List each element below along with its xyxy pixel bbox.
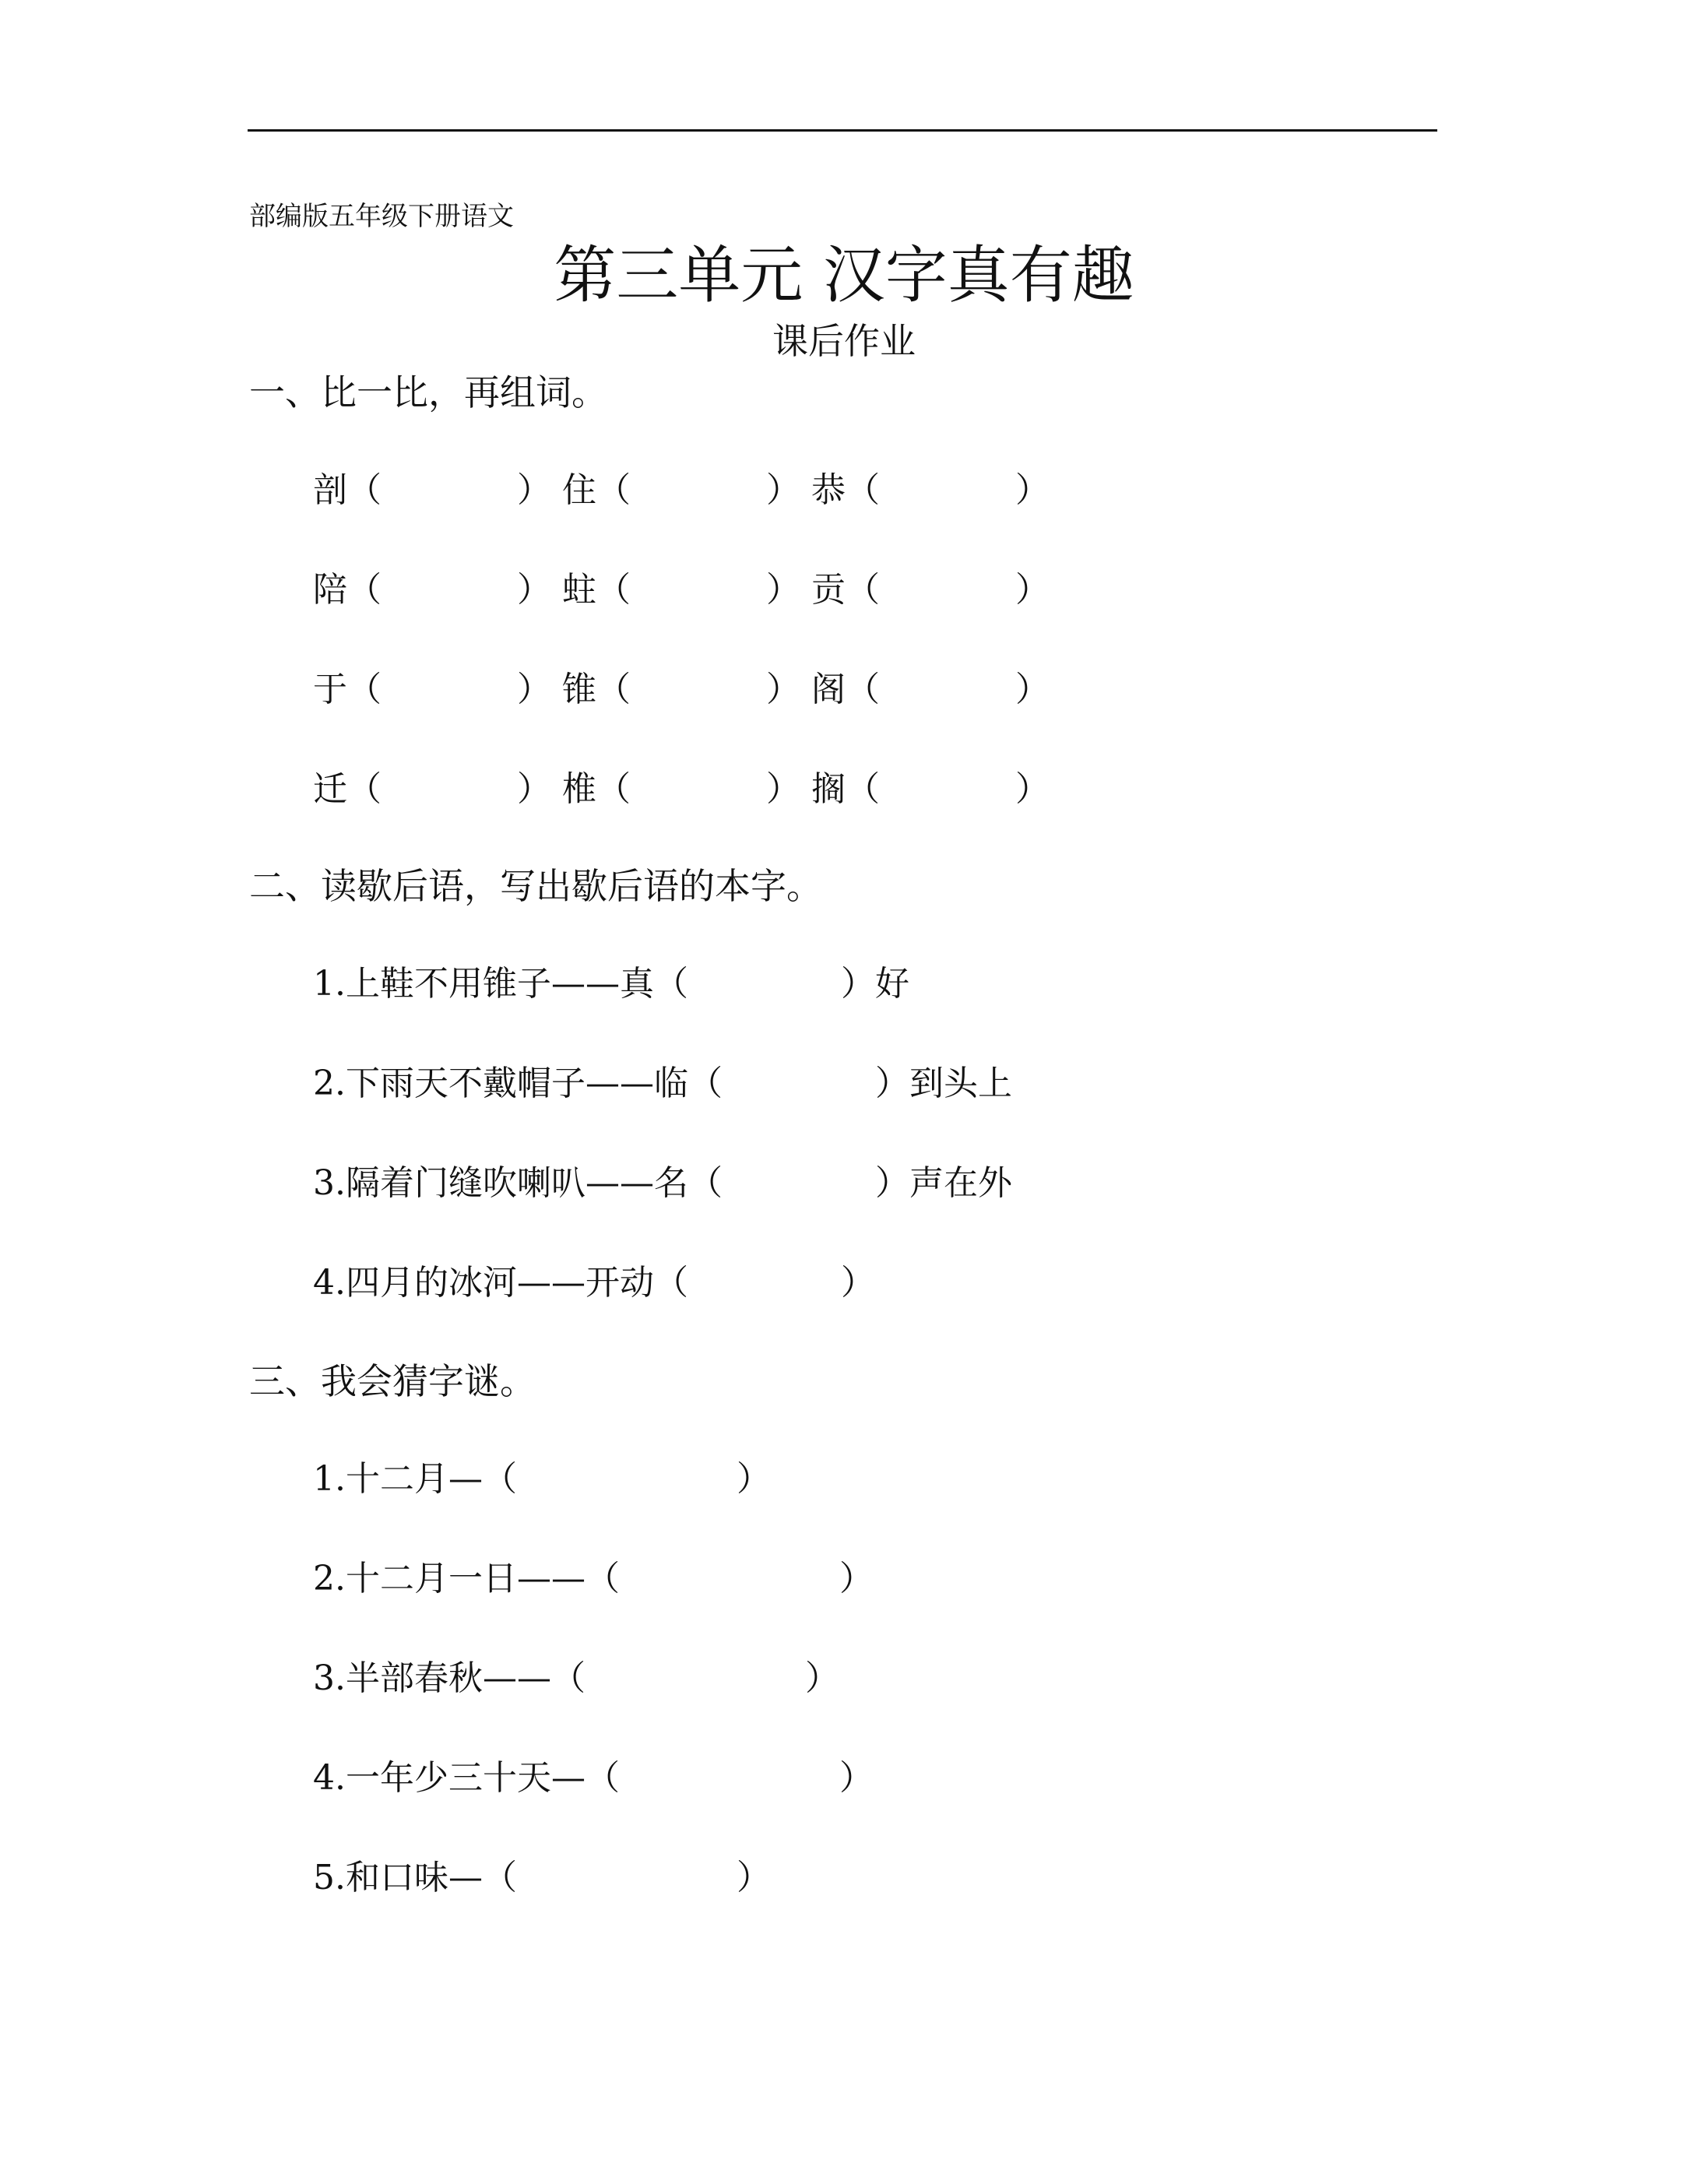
item-suffix: ） [804, 1658, 839, 1698]
xiehouyu-item [313, 1060, 1012, 1107]
compare-char: 恭 [811, 470, 846, 510]
item-suffix: ） [736, 1459, 771, 1499]
compare-cell: 搁（ ） [811, 766, 880, 813]
riddle-item [313, 1456, 771, 1503]
item-suffix: ） [839, 1758, 874, 1798]
compare-char: 锥 [562, 670, 596, 709]
compare-cell: 于（ ） [313, 666, 382, 713]
compare-cell: 住（ ） [562, 467, 631, 514]
item-suffix: ）声在外 [874, 1163, 1012, 1203]
item-prompt: 4.一年少三十天—（ [313, 1758, 620, 1798]
xiehouyu-item [313, 1260, 875, 1307]
compare-cell: 蛀（ ） [562, 567, 631, 614]
item-suffix: ） [840, 1263, 875, 1303]
section1-heading: 一、比一比，再组词。 [249, 371, 607, 413]
item-prompt: 3.半部春秋——（ [313, 1658, 586, 1698]
riddle-item [313, 1655, 839, 1702]
item-prompt: 5.和口味—（ [313, 1858, 517, 1897]
compare-cell: 锥（ ） [562, 666, 631, 713]
compare-cell: 迁（ ） [313, 766, 382, 813]
compare-char: 贡 [811, 570, 846, 610]
xiehouyu-item [313, 961, 909, 1008]
item-suffix: ）好 [840, 964, 909, 1004]
compare-cell: 贡（ ） [811, 567, 880, 614]
item-prompt: 1.上鞋不用锥子——真（ [313, 964, 688, 1004]
item-prompt: 1.十二月—（ [313, 1459, 517, 1499]
compare-cell: 剖（ ） [313, 467, 382, 514]
compare-char: 阁 [811, 670, 846, 709]
compare-char: 迁 [313, 769, 347, 809]
item-suffix: ） [736, 1858, 771, 1897]
riddle-item [313, 1855, 771, 1901]
compare-char: 住 [562, 470, 596, 510]
subject-label: 部编版五年级下册语文 [249, 201, 514, 232]
item-prompt: 3.隔着门缝吹喇叭——名（ [313, 1163, 723, 1203]
item-suffix: ）到头上 [874, 1064, 1012, 1103]
compare-cell: 恭（ ） [811, 467, 880, 514]
page-subtitle: 课后作业 [772, 320, 916, 362]
compare-cell: 椎（ ） [562, 766, 631, 813]
item-prompt: 2.下雨天不戴帽子——临（ [313, 1064, 723, 1103]
riddle-item [313, 1556, 874, 1602]
xiehouyu-item [313, 1160, 1012, 1207]
section2-heading: 二、读歇后语，写出歇后语的本字。 [249, 865, 822, 907]
item-prompt: 2.十二月一日——（ [313, 1559, 620, 1598]
compare-char: 搁 [811, 769, 846, 809]
compare-cell: 阁（ ） [811, 666, 880, 713]
compare-char: 于 [313, 670, 347, 709]
item-prompt: 4.四月的冰河——开动（ [313, 1263, 688, 1303]
compare-char: 蛀 [562, 570, 596, 610]
compare-char: 剖 [313, 470, 347, 510]
header-rule [248, 129, 1437, 132]
compare-char: 陪 [313, 570, 347, 610]
compare-char: 椎 [562, 769, 596, 809]
item-suffix: ） [839, 1559, 874, 1598]
compare-cell: 陪（ ） [313, 567, 382, 614]
section3-heading: 三、我会猜字谜。 [249, 1360, 536, 1402]
page-title: 第三单元 汉字真有趣 [554, 239, 1134, 311]
riddle-item [313, 1755, 874, 1802]
